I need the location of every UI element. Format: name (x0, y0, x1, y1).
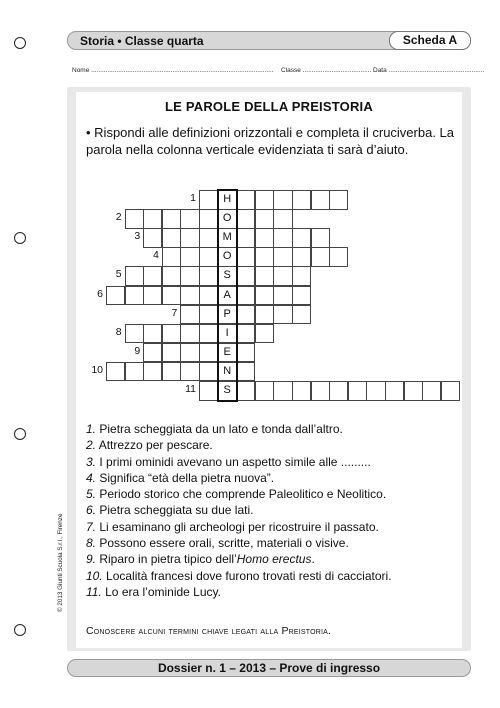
clue-text: Lo era l’ominide Lucy. (101, 584, 221, 599)
crossword-cell[interactable] (311, 381, 330, 401)
crossword-cell[interactable] (199, 190, 218, 210)
crossword-cell[interactable] (273, 286, 292, 306)
crossword-cell[interactable] (162, 324, 181, 344)
crossword-cell[interactable] (162, 228, 181, 248)
crossword-cell[interactable] (162, 343, 181, 363)
crossword-cell[interactable] (329, 381, 348, 401)
crossword-cell[interactable] (180, 228, 199, 248)
clue-number: 8. (86, 536, 97, 551)
crossword-cell[interactable] (143, 324, 162, 344)
clue-text: Pietra scheggiata da un lato e tonda dall’altro. (96, 422, 343, 436)
crossword-key-cell[interactable]: O (218, 247, 237, 267)
crossword-cell[interactable] (199, 209, 218, 229)
header-banner (67, 31, 471, 50)
clue-number: 1. (86, 422, 97, 436)
crossword-cell[interactable] (329, 190, 348, 210)
crossword-cell[interactable] (125, 324, 144, 344)
crossword-cell[interactable] (292, 247, 311, 267)
crossword-cell[interactable] (162, 247, 181, 267)
clue-number: 4. (86, 470, 97, 485)
crossword-row-number: 5 (115, 268, 122, 281)
crossword-cell[interactable] (311, 247, 330, 267)
clue-item (86, 502, 466, 518)
crossword-cell[interactable] (125, 286, 144, 306)
clue-number: 2. (86, 438, 97, 453)
crossword-cell[interactable] (255, 305, 274, 325)
crossword-key-cell[interactable]: I (218, 324, 237, 344)
name-label: Nome (72, 67, 90, 74)
crossword-cell[interactable] (273, 209, 292, 229)
crossword-cell[interactable] (422, 381, 441, 401)
crossword-key-cell[interactable]: O (218, 209, 237, 229)
crossword-cell[interactable] (143, 228, 162, 248)
crossword-cell[interactable] (143, 266, 162, 286)
crossword-cell[interactable] (143, 286, 162, 306)
clue-text: Attrezzo per pescare. (96, 438, 213, 453)
binder-hole (14, 37, 26, 49)
crossword-cell[interactable] (180, 305, 199, 325)
crossword-cell[interactable] (255, 247, 274, 267)
clue-text: Riparo in pietra tipico dell’ (96, 552, 237, 567)
clue-item (86, 519, 466, 535)
crossword-cell[interactable] (199, 266, 218, 286)
class-label: Classe (281, 67, 301, 74)
crossword-cell[interactable] (292, 381, 311, 401)
binder-hole (14, 428, 26, 440)
crossword-cell[interactable] (255, 266, 274, 286)
clue-item (86, 584, 466, 600)
date-field: Data ..................................................... (373, 67, 485, 74)
class-field: Classe ...................................... (281, 67, 372, 74)
crossword-cell[interactable] (292, 266, 311, 286)
crossword-cell[interactable] (199, 381, 218, 401)
crossword-row-number: 10 (91, 363, 103, 376)
crossword-cell[interactable] (255, 324, 274, 344)
crossword-cell[interactable] (199, 305, 218, 325)
crossword-cell[interactable] (255, 381, 274, 401)
clue-italic-term: Homo erectus (236, 552, 312, 567)
crossword-cell[interactable] (143, 209, 162, 229)
crossword-cell[interactable] (255, 228, 274, 248)
crossword-cell[interactable] (125, 266, 144, 286)
crossword-cell[interactable] (236, 228, 255, 248)
date-label: Data (373, 67, 387, 74)
crossword-cell[interactable] (162, 286, 181, 306)
crossword-key-cell[interactable]: E (218, 343, 237, 363)
subject-label: Storia • Classe quarta (80, 34, 204, 48)
crossword-cell[interactable] (199, 343, 218, 363)
crossword-cell[interactable] (180, 209, 199, 229)
crossword-cell[interactable] (273, 247, 292, 267)
clue-text: Periodo storico che comprende Paleolitico e Neolitico. (96, 487, 387, 502)
binder-hole (14, 232, 26, 244)
clue-text: Significa “età della pietra nuova”. (96, 470, 275, 485)
crossword-cell[interactable] (255, 209, 274, 229)
crossword-cell[interactable] (199, 324, 218, 344)
crossword-cell[interactable] (162, 362, 181, 382)
crossword-key-cell[interactable]: M (218, 228, 237, 248)
clue-item (86, 421, 466, 437)
crossword-cell[interactable] (236, 266, 255, 286)
crossword-cell[interactable] (199, 362, 218, 382)
footer-banner: Dossier n. 1 – 2013 – Prove di ingresso (67, 659, 471, 677)
clue-number: 9. (86, 552, 97, 567)
clue-number: 6. (86, 503, 97, 518)
crossword-cell[interactable] (273, 266, 292, 286)
clue-number: 11. (86, 584, 102, 599)
crossword-cell[interactable] (106, 286, 125, 306)
crossword-cell[interactable] (236, 343, 255, 363)
binder-hole (14, 624, 26, 636)
clue-item (86, 486, 466, 502)
crossword-cell[interactable] (273, 190, 292, 210)
crossword-cell[interactable] (180, 343, 199, 363)
crossword-cell[interactable] (385, 381, 404, 401)
crossword-cell[interactable] (236, 247, 255, 267)
clue-text-end: . (311, 552, 315, 567)
crossword-cell[interactable] (143, 362, 162, 382)
crossword-cell[interactable] (236, 381, 255, 401)
clue-text: I primi ominidi avevano un aspetto simile alle ......... (96, 454, 371, 469)
crossword-cell[interactable] (236, 305, 255, 325)
crossword-cell[interactable] (180, 324, 199, 344)
crossword-key-cell[interactable]: P (218, 305, 237, 325)
crossword-key-cell[interactable]: H (218, 190, 237, 210)
crossword-cell[interactable] (143, 343, 162, 363)
crossword-cell[interactable] (255, 190, 274, 210)
crossword-cell[interactable] (311, 190, 330, 210)
crossword-key-cell[interactable]: A (218, 286, 237, 306)
clue-text: Località francesi dove furono trovati resti di cacciatori. (102, 568, 392, 583)
crossword-cell[interactable] (106, 362, 125, 382)
crossword-cell[interactable] (366, 381, 385, 401)
clue-text: Possono essere orali, scritte, materiali o visive. (96, 536, 349, 551)
clue-item (86, 470, 466, 486)
crossword-row-number: 4 (152, 249, 159, 262)
clue-text: Li esaminano gli archeologi per ricostruire il passato. (96, 519, 379, 534)
crossword-row-number: 7 (171, 306, 178, 319)
clue-item (86, 437, 466, 453)
clue-number: 7. (86, 519, 97, 534)
clue-list (86, 421, 466, 600)
crossword-cell[interactable] (292, 190, 311, 210)
crossword-cell[interactable] (125, 209, 144, 229)
clue-text: Pietra scheggiata su due lati. (96, 503, 254, 518)
crossword-cell[interactable] (273, 381, 292, 401)
instructions: • Rispondi alle definizioni orizzontali e completa il cruciverba. La parola nella colonna verticale evidenziata ti sarà d’aiuto. (86, 125, 455, 157)
crossword-cell[interactable] (273, 305, 292, 325)
crossword-cell[interactable] (162, 209, 181, 229)
crossword-key-cell[interactable]: N (218, 362, 237, 382)
crossword-cell[interactable] (292, 228, 311, 248)
crossword-cell[interactable] (273, 228, 292, 248)
copyright-note: © 2013 Giunti Scuola S.r.l., Firenze (57, 513, 64, 612)
crossword-row-number: 1 (190, 192, 196, 204)
crossword-cell[interactable] (180, 286, 199, 306)
crossword-cell[interactable] (404, 381, 423, 401)
crossword-cell[interactable] (199, 247, 218, 267)
clue-item (86, 551, 466, 567)
sheet-label: Scheda A (389, 31, 471, 50)
crossword-cell[interactable] (292, 305, 311, 325)
page-title: LE PAROLE DELLA PREISTORIA (165, 99, 373, 114)
crossword-cell[interactable] (180, 266, 199, 286)
crossword-cell[interactable] (292, 286, 311, 306)
crossword-cell[interactable] (199, 286, 218, 306)
clue-item (86, 454, 466, 470)
crossword-cell[interactable] (236, 190, 255, 210)
crossword-cell[interactable] (329, 247, 348, 267)
crossword-row-number: 2 (115, 211, 122, 224)
crossword-cell[interactable] (180, 362, 199, 382)
clue-item (86, 535, 466, 551)
clue-number: 10. (86, 568, 103, 583)
crossword-row-number: 8 (115, 325, 122, 338)
crossword-key-cell[interactable]: S (218, 266, 237, 286)
crossword-cell[interactable] (348, 381, 367, 401)
crossword-cell[interactable] (162, 266, 181, 286)
learning-objective: Conoscere alcuni termini chiave legati alla Preistoria. (86, 625, 332, 637)
name-field: Nome ..................................................................................................... (72, 67, 274, 74)
crossword-cell[interactable] (180, 247, 199, 267)
crossword-cell[interactable] (255, 286, 274, 306)
crossword-key-cell[interactable]: S (218, 381, 237, 401)
clue-number: 3. (86, 454, 97, 469)
crossword-cell[interactable] (236, 324, 255, 344)
crossword-row-number: 3 (134, 230, 141, 243)
crossword-cell[interactable] (311, 228, 330, 248)
crossword-cell[interactable] (236, 209, 255, 229)
crossword-cell[interactable] (236, 362, 255, 382)
crossword-row-number: 9 (134, 344, 141, 357)
clue-item (86, 568, 466, 584)
crossword-cell[interactable] (441, 381, 460, 401)
clue-number: 5. (86, 487, 97, 502)
crossword-row-number: 11 (185, 383, 196, 395)
crossword-cell[interactable] (236, 286, 255, 306)
crossword-row-number: 6 (97, 287, 103, 300)
crossword-cell[interactable] (199, 228, 218, 248)
crossword-cell[interactable] (125, 362, 144, 382)
